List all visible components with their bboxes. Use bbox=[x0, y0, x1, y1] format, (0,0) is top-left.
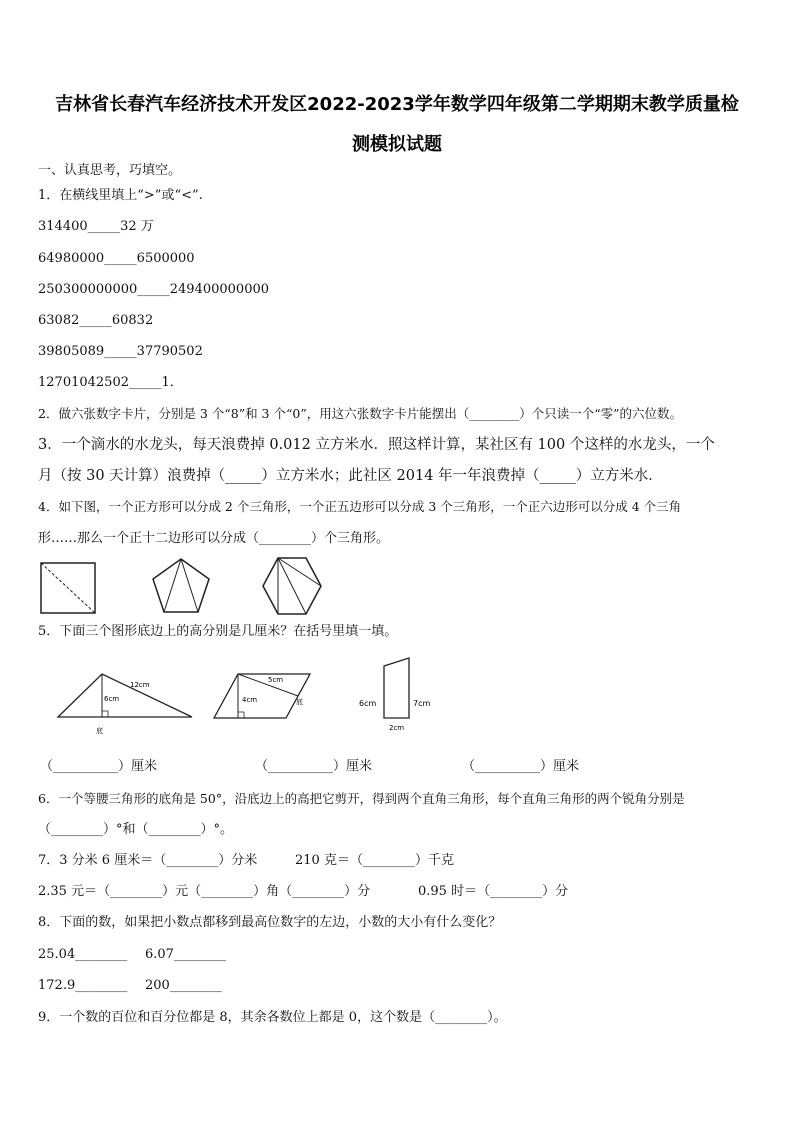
q5-stem: 5．下面三个图形底边上的高分别是几厘米？在括号里填一填。 bbox=[38, 624, 398, 639]
pentagon-figure bbox=[150, 556, 212, 616]
q7-line2-a: 2.35 元＝（________）元（________）角（________）分 bbox=[38, 884, 371, 899]
trapezoid-figure bbox=[355, 652, 445, 736]
parallelogram-height-label: 4cm bbox=[242, 696, 258, 704]
q1-stem: 1．在横线里填上“>”或“<”. bbox=[38, 188, 203, 203]
q7-line1-a: 7．3 分米 6 厘米＝（________）分米 bbox=[38, 853, 258, 868]
trapezoid-right-label: 7cm bbox=[413, 699, 431, 708]
q5-answer-1: （__________）厘米 bbox=[40, 759, 158, 774]
q4-line1: 4．如下图，一个正方形可以分成 2 个三角形，一个正五边形可以分成 3 个三角形，一个正六边形可以分成 4 个三角 bbox=[38, 499, 682, 514]
q3-line2: 月（按 30 天计算）浪费掉（_____）立方米水；此社区 2014 年一年浪费掉（_____）立方米水． bbox=[38, 468, 663, 484]
q8-row2-b: 200________ bbox=[145, 978, 222, 993]
q5-answer-3: （__________）厘米 bbox=[462, 759, 580, 774]
hexagon-figure bbox=[260, 554, 324, 618]
page-title-line1: 吉林省长春汽车经济技术开发区2022-2023学年数学四年级第二学期期末教学质量检 bbox=[55, 94, 739, 115]
page-title-line2: 测模拟试题 bbox=[352, 134, 442, 155]
triangle-height-label: 6cm bbox=[104, 695, 120, 703]
q8-row1-a: 25.04________ bbox=[38, 947, 128, 962]
section-heading: 一、认真思考，巧填空。 bbox=[38, 163, 182, 178]
q3-line1: 3．一个滴水的水龙头，每天浪费掉 0.012 立方米水．照这样计算，某社区有 100 个这样的水龙头，一个 bbox=[38, 437, 715, 453]
triangle-slant-label: 12cm bbox=[130, 681, 150, 689]
q5-answer-2: （__________）厘米 bbox=[255, 759, 373, 774]
q9-text: 9．一个数的百位和百分位都是 8，其余各数位上都是 0，这个数是（________）。 bbox=[38, 1010, 507, 1025]
q1-row-4: 63082_____60832 bbox=[38, 313, 154, 328]
q2-text: 2．做六张数字卡片，分别是 3 个“8”和 3 个“0”，用这六张数字卡片能摆出（________）个只读一个“零”的六位数。 bbox=[38, 406, 683, 421]
q1-row-1: 314400_____32 万 bbox=[38, 219, 154, 234]
q6-line2: （________）°和（________）°。 bbox=[38, 822, 234, 837]
square-figure bbox=[38, 560, 98, 616]
trapezoid-left-label: 6cm bbox=[359, 699, 377, 708]
trapezoid-base-label: 2cm bbox=[389, 724, 405, 732]
q7-line2-b: 0.95 时＝（________）分 bbox=[418, 884, 569, 899]
parallelogram-slant-label: 5cm bbox=[268, 676, 284, 684]
q1-row-6: 12701042502_____1． bbox=[38, 375, 183, 390]
q1-row-3: 250300000000_____249400000000 bbox=[38, 282, 270, 297]
q8-row1-b: 6.07________ bbox=[145, 947, 226, 962]
parallelogram-base-label: 底 bbox=[296, 698, 303, 706]
q1-row-5: 39805089_____37790502 bbox=[38, 344, 203, 359]
q8-stem: 8．下面的数，如果把小数点都移到最高位数字的左边，小数的大小有什么变化？ bbox=[38, 915, 502, 930]
q8-row2-a: 172.9________ bbox=[38, 978, 128, 993]
q4-line2: 形……那么一个正十二边形可以分成（________）个三角形。 bbox=[38, 531, 390, 546]
triangle-figure bbox=[40, 660, 200, 740]
q7-line1-b: 210 克＝（________）千克 bbox=[295, 853, 454, 868]
parallelogram-figure bbox=[210, 666, 320, 726]
q6-line1: 6．一个等腰三角形的底角是 50°，沿底边上的高把它剪开，得到两个直角三角形，每个直角三角形的两个锐角分别是 bbox=[38, 791, 685, 806]
triangle-base-label: 底 bbox=[96, 727, 103, 735]
q1-row-2: 64980000_____6500000 bbox=[38, 251, 195, 266]
